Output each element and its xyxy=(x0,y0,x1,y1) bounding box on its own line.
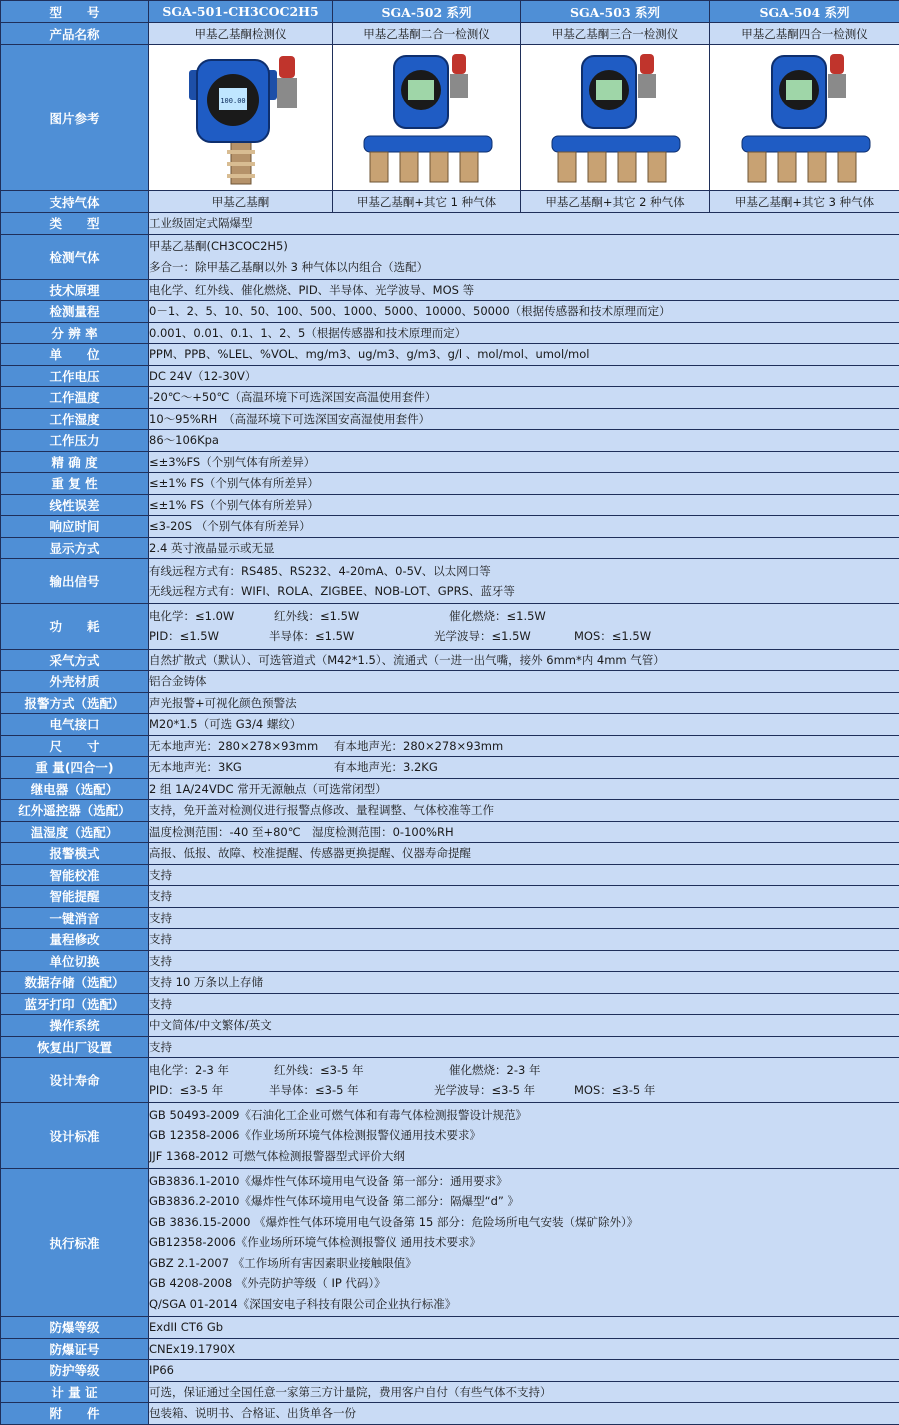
spec-value xyxy=(149,344,899,366)
spec-value-line xyxy=(149,409,899,430)
spec-value-line xyxy=(149,280,899,301)
spec-value-line xyxy=(149,516,899,537)
gas-detector-image xyxy=(730,48,880,188)
spec-row xyxy=(1,301,899,323)
spec-value-line xyxy=(149,561,899,582)
product-image-two xyxy=(333,45,521,191)
spec-value-line xyxy=(149,213,899,234)
gas-detector-image xyxy=(540,48,690,188)
spec-value-text: GB12358-2006《作业场所环境气体检测报警仪 通用技术要求》 xyxy=(149,1232,481,1253)
spec-value-text: MOS：≤1.5W xyxy=(574,626,651,647)
spec-value xyxy=(149,1036,899,1058)
spec-value-text: 有本地声光：3.2KG xyxy=(334,757,438,778)
spec-label: 技术原理 xyxy=(1,279,149,301)
spec-value xyxy=(149,516,899,538)
spec-value xyxy=(149,234,899,279)
spec-row xyxy=(1,473,899,495)
spec-row xyxy=(1,843,899,865)
spec-value-line xyxy=(149,693,899,714)
spec-value-text: PID：≤1.5W xyxy=(149,626,269,647)
spec-value-text: 支持 xyxy=(149,951,172,972)
spec-value xyxy=(149,1015,899,1037)
model-name: SGA-502 系列 xyxy=(333,1,521,23)
spec-value-line xyxy=(149,495,899,516)
model-label: 型 号 xyxy=(1,1,149,23)
model-name: SGA-504 系列 xyxy=(710,1,899,23)
spec-value xyxy=(149,279,899,301)
spec-label: 防爆证号 xyxy=(1,1338,149,1360)
spec-row xyxy=(1,430,899,452)
spec-value-line xyxy=(149,323,899,344)
spec-label: 智能校准 xyxy=(1,864,149,886)
spec-value xyxy=(149,559,899,604)
spec-value-line xyxy=(149,865,899,886)
model-row xyxy=(1,1,899,23)
spec-row xyxy=(1,950,899,972)
spec-row xyxy=(1,1403,899,1425)
supported-gas-cell: 甲基乙基酮+其它 3 种气体 xyxy=(710,191,899,213)
spec-value-text: GBZ 2.1-2007 《工作场所有害因素职业接触限值》 xyxy=(149,1253,417,1274)
spec-value-line xyxy=(149,994,899,1015)
spec-row xyxy=(1,1036,899,1058)
spec-label: 显示方式 xyxy=(1,537,149,559)
spec-row xyxy=(1,864,899,886)
spec-row xyxy=(1,821,899,843)
spec-value-text: 支持 xyxy=(149,929,172,950)
spec-value-line xyxy=(149,606,899,627)
spec-row xyxy=(1,559,899,604)
spec-value-line xyxy=(149,650,899,671)
spec-label: 恢复出厂设置 xyxy=(1,1036,149,1058)
spec-value-line xyxy=(149,1105,899,1126)
spec-value-line xyxy=(149,1125,899,1146)
spec-value-text: 10～95%RH （高湿环境下可选深国安高湿使用套件） xyxy=(149,409,430,430)
spec-value-text: GB3836.1-2010《爆炸性气体环境用电气设备 第一部分：通用要求》 xyxy=(149,1171,508,1192)
spec-row xyxy=(1,671,899,693)
spec-value-line xyxy=(149,1253,899,1274)
spec-value-line xyxy=(149,387,899,408)
supported-gas-label: 支持气体 xyxy=(1,191,149,213)
model-name: SGA-503 系列 xyxy=(521,1,710,23)
spec-value-line xyxy=(149,1015,899,1036)
spec-label: 温湿度（选配） xyxy=(1,821,149,843)
spec-value-line xyxy=(149,452,899,473)
spec-value-text: GB 4208-2008 《外壳防护等级（ IP 代码）》 xyxy=(149,1273,386,1294)
spec-value-text: 催化燃烧：2-3 年 xyxy=(449,1060,540,1081)
spec-label: 防护等级 xyxy=(1,1360,149,1382)
spec-label: 类 型 xyxy=(1,213,149,235)
spec-label: 计 量 证 xyxy=(1,1381,149,1403)
spec-value-text: 中文简体/中文繁体/英文 xyxy=(149,1015,272,1036)
spec-value-text: 有线远程方式有：RS485、RS232、4-20mA、0-5V、以太网口等 xyxy=(149,561,491,582)
spec-row xyxy=(1,494,899,516)
spec-value-line xyxy=(149,1339,899,1360)
spec-value-text: 自然扩散式（默认）、可选管道式（M42*1.5）、流通式（一进一出气嘴，接外 6mm*内 4mm 气管） xyxy=(149,650,665,671)
spec-row xyxy=(1,1338,899,1360)
spec-label: 检测气体 xyxy=(1,234,149,279)
spec-value xyxy=(149,301,899,323)
spec-label: 执行标准 xyxy=(1,1169,149,1317)
spec-value-text: 铝合金铸体 xyxy=(149,671,207,692)
spec-value-text: GB 12358-2006《作业场所环境气体检测报警仪通用技术要求》 xyxy=(149,1125,481,1146)
spec-value-line xyxy=(149,626,899,647)
spec-row xyxy=(1,907,899,929)
spec-value-text: ≤3-20S （个别气体有所差异） xyxy=(149,516,311,537)
spec-value-text: 0－1、2、5、10、50、100、500、1000、5000、10000、50000（根据传感器和技术原理而定） xyxy=(149,301,671,322)
spec-value xyxy=(149,671,899,693)
spec-value-line xyxy=(149,908,899,929)
spec-row xyxy=(1,537,899,559)
spec-value-text: 温度检测范围：-40 至+80℃ 湿度检测范围：0-100%RH xyxy=(149,822,454,843)
spec-value xyxy=(149,1403,899,1425)
spec-value-text: GB3836.2-2010《爆炸性气体环境用电气设备 第二部分：隔爆型“d” 》 xyxy=(149,1191,519,1212)
spec-label: 单 位 xyxy=(1,344,149,366)
spec-label: 附 件 xyxy=(1,1403,149,1425)
spec-label: 工作压力 xyxy=(1,430,149,452)
spec-value-text: 无本地声光：3KG xyxy=(149,757,334,778)
spec-row xyxy=(1,408,899,430)
spec-value-line xyxy=(149,473,899,494)
spec-value-line xyxy=(149,822,899,843)
spec-value xyxy=(149,1103,899,1169)
spec-value-line xyxy=(149,538,899,559)
spec-value xyxy=(149,1338,899,1360)
spec-row xyxy=(1,387,899,409)
spec-label: 检测量程 xyxy=(1,301,149,323)
spec-row xyxy=(1,1381,899,1403)
spec-value xyxy=(149,430,899,452)
spec-value xyxy=(149,714,899,736)
spec-label: 一键消音 xyxy=(1,907,149,929)
supported-gas-cell: 甲基乙基酮+其它 2 种气体 xyxy=(521,191,710,213)
spec-value-text: 86～106Kpa xyxy=(149,430,219,451)
spec-value xyxy=(149,757,899,779)
spec-value-text: 支持 xyxy=(149,886,172,907)
spec-value xyxy=(149,843,899,865)
spec-value-text: 电化学、红外线、催化燃烧、PID、半导体、光学波导、MOS 等 xyxy=(149,280,474,301)
spec-value xyxy=(149,1169,899,1317)
spec-value-text: 支持 xyxy=(149,994,172,1015)
spec-row xyxy=(1,929,899,951)
spec-value-line xyxy=(149,1232,899,1253)
spec-value xyxy=(149,408,899,430)
spec-value xyxy=(149,864,899,886)
spec-value xyxy=(149,451,899,473)
spec-value-text: 红外线：≤1.5W xyxy=(274,606,449,627)
spec-value-text: 有本地声光：280×278×93mm xyxy=(334,736,503,757)
spec-value xyxy=(149,365,899,387)
spec-label: 尺 寸 xyxy=(1,735,149,757)
product-name-cell: 甲基乙基酮检测仪 xyxy=(149,23,333,45)
spec-value-line xyxy=(149,929,899,950)
spec-value-line xyxy=(149,1146,899,1167)
spec-row xyxy=(1,279,899,301)
spec-label: 蓝牙打印（选配） xyxy=(1,993,149,1015)
spec-row xyxy=(1,516,899,538)
spec-value xyxy=(149,907,899,929)
spec-value xyxy=(149,322,899,344)
spec-row xyxy=(1,800,899,822)
spec-value xyxy=(149,735,899,757)
spec-row xyxy=(1,1015,899,1037)
spec-value-text: 声光报警+可视化颜色预警法 xyxy=(149,693,297,714)
spec-value-line xyxy=(149,757,899,778)
spec-value xyxy=(149,387,899,409)
spec-row xyxy=(1,1169,899,1317)
spec-value-text: IP66 xyxy=(149,1360,174,1381)
spec-value xyxy=(149,1058,899,1103)
spec-value-text: 支持 xyxy=(149,908,172,929)
spec-value-text: 0.001、0.01、0.1、1、2、5（根据传感器和技术原理而定） xyxy=(149,323,466,344)
spec-row xyxy=(1,993,899,1015)
spec-value-text: 光学波导：≤1.5W xyxy=(434,626,574,647)
spec-value-line xyxy=(149,366,899,387)
spec-value-line xyxy=(149,886,899,907)
spec-label: 操作系统 xyxy=(1,1015,149,1037)
spec-value-line xyxy=(149,1080,899,1101)
spec-value-text: 甲基乙基酮(CH3COC2H5) xyxy=(149,236,288,257)
spec-value-line xyxy=(149,714,899,735)
spec-value-text: 电化学：2-3 年 xyxy=(149,1060,274,1081)
spec-label: 智能提醒 xyxy=(1,886,149,908)
spec-value-text: 支持 xyxy=(149,865,172,886)
spec-label: 设计标准 xyxy=(1,1103,149,1169)
spec-value-text: M20*1.5（可选 G3/4 螺纹） xyxy=(149,714,301,735)
spec-row xyxy=(1,757,899,779)
spec-row xyxy=(1,886,899,908)
spec-label: 数据存储（选配） xyxy=(1,972,149,994)
product-name-row xyxy=(1,23,899,45)
spec-row xyxy=(1,778,899,800)
spec-label: 精 确 度 xyxy=(1,451,149,473)
spec-label: 报警模式 xyxy=(1,843,149,865)
spec-value-text: 半导体：≤3-5 年 xyxy=(269,1080,434,1101)
spec-value xyxy=(149,692,899,714)
spec-row xyxy=(1,234,899,279)
spec-value-text: 可选，保证通过全国任意一家第三方计量院，费用客户自付（有些气体不支持） xyxy=(149,1382,552,1403)
spec-label: 功 耗 xyxy=(1,604,149,649)
spec-value-text: 2.4 英寸液晶显示或无显 xyxy=(149,538,274,559)
spec-value-line xyxy=(149,430,899,451)
spec-value-line xyxy=(149,1171,899,1192)
spec-value-text: 催化燃烧：≤1.5W xyxy=(449,606,546,627)
picture-label: 图片参考 xyxy=(1,45,149,191)
product-image-three xyxy=(521,45,710,191)
spec-row xyxy=(1,692,899,714)
spec-value-text: 半导体：≤1.5W xyxy=(269,626,434,647)
spec-value xyxy=(149,1360,899,1382)
spec-row xyxy=(1,451,899,473)
spec-value-text: CNEx19.1790X xyxy=(149,1339,235,1360)
product-image-single xyxy=(149,45,333,191)
spec-label: 防爆等级 xyxy=(1,1317,149,1339)
product-name-cell: 甲基乙基酮三合一检测仪 xyxy=(521,23,710,45)
spec-label: 重 量(四合一) xyxy=(1,757,149,779)
spec-value-text: GB 3836.15-2000 《爆炸性气体环境用电气设备第 15 部分：危险场所电气安装（煤矿除外）》 xyxy=(149,1212,638,1233)
spec-value-text: ExdII CT6 Gb xyxy=(149,1317,223,1338)
spec-label: 红外遥控器（选配） xyxy=(1,800,149,822)
spec-value xyxy=(149,604,899,649)
spec-value xyxy=(149,950,899,972)
spec-row xyxy=(1,344,899,366)
spec-row xyxy=(1,322,899,344)
spec-row xyxy=(1,1360,899,1382)
spec-value xyxy=(149,972,899,994)
gas-detector-image xyxy=(352,48,502,188)
spec-value-line xyxy=(149,1294,899,1315)
spec-value-text: Q/SGA 01-2014《深国安电子科技有限公司企业执行标准》 xyxy=(149,1294,456,1315)
spec-value xyxy=(149,1317,899,1339)
spec-value-line xyxy=(149,736,899,757)
spec-value xyxy=(149,494,899,516)
spec-value-line xyxy=(149,1317,899,1338)
spec-value-line xyxy=(149,236,899,257)
spec-value xyxy=(149,886,899,908)
spec-value-line xyxy=(149,951,899,972)
spec-value-line xyxy=(149,1037,899,1058)
spec-value-text: 无线远程方式有：WIFI、ROLA、ZIGBEE、NOB-LOT、GPRS、蓝牙等 xyxy=(149,581,515,602)
spec-value xyxy=(149,537,899,559)
spec-value-text: 红外线：≤3-5 年 xyxy=(274,1060,449,1081)
spec-value-line xyxy=(149,843,899,864)
spec-value-line xyxy=(149,972,899,993)
spec-label: 输出信号 xyxy=(1,559,149,604)
spec-value xyxy=(149,473,899,495)
spec-label: 报警方式（选配） xyxy=(1,692,149,714)
spec-row xyxy=(1,1058,899,1103)
spec-value xyxy=(149,213,899,235)
spec-value-text: -20℃～+50℃（高温环境下可选深国安高温使用套件） xyxy=(149,387,436,408)
spec-value-line xyxy=(149,1191,899,1212)
spec-row xyxy=(1,1317,899,1339)
spec-label: 分 辨 率 xyxy=(1,322,149,344)
spec-value-line xyxy=(149,1403,899,1424)
spec-value-text: 光学波导：≤3-5 年 xyxy=(434,1080,574,1101)
supported-gas-cell: 甲基乙基酮 xyxy=(149,191,333,213)
spec-value-text: PPM、PPB、%LEL、%VOL、mg/m3、ug/m3、g/m3、g/l 、mol/mol、umol/mol xyxy=(149,344,589,365)
spec-label: 设计寿命 xyxy=(1,1058,149,1103)
spec-label: 线性误差 xyxy=(1,494,149,516)
spec-label: 工作电压 xyxy=(1,365,149,387)
spec-value-text: 支持 xyxy=(149,1037,172,1058)
spec-value-line xyxy=(149,671,899,692)
spec-value-text: 电化学：≤1.0W xyxy=(149,606,274,627)
spec-value-text: DC 24V（12-30V） xyxy=(149,366,256,387)
spec-value-line xyxy=(149,1212,899,1233)
spec-value-text: 无本地声光：280×278×93mm xyxy=(149,736,334,757)
spec-label: 单位切换 xyxy=(1,950,149,972)
spec-row xyxy=(1,604,899,649)
spec-value-text: PID：≤3-5 年 xyxy=(149,1080,269,1101)
spec-row xyxy=(1,213,899,235)
spec-value-text: ≤±3%FS（个别气体有所差异） xyxy=(149,452,315,473)
spec-value-line xyxy=(149,779,899,800)
spec-label: 外壳材质 xyxy=(1,671,149,693)
spec-value-line xyxy=(149,1273,899,1294)
spec-value xyxy=(149,929,899,951)
spec-value xyxy=(149,993,899,1015)
spec-value-text: 包装箱、说明书、合格证、出货单各一份 xyxy=(149,1403,356,1424)
picture-row xyxy=(1,45,899,191)
spec-value-text: 高报、低报、故障、校准提醒、传感器更换提醒、仪器寿命提醒 xyxy=(149,843,471,864)
spec-value-text: MOS：≤3-5 年 xyxy=(574,1080,655,1101)
spec-label: 电气接口 xyxy=(1,714,149,736)
spec-value-line xyxy=(149,1360,899,1381)
spec-value-text: GB 50493-2009《石油化工企业可燃气体和有毒气体检测报警设计规范》 xyxy=(149,1105,527,1126)
spec-value xyxy=(149,800,899,822)
spec-value-text: 支持 10 万条以上存储 xyxy=(149,972,263,993)
spec-label: 量程修改 xyxy=(1,929,149,951)
spec-row xyxy=(1,649,899,671)
spec-row xyxy=(1,735,899,757)
spec-value xyxy=(149,778,899,800)
spec-value xyxy=(149,1381,899,1403)
spec-value-text: JJF 1368-2012 可燃气体检测报警器型式评价大纲 xyxy=(149,1146,405,1167)
gas-detector-image xyxy=(181,48,301,188)
product-name-cell: 甲基乙基酮二合一检测仪 xyxy=(333,23,521,45)
spec-value-line xyxy=(149,257,899,278)
display-reading: 100.00 xyxy=(220,97,245,105)
spec-label: 重 复 性 xyxy=(1,473,149,495)
spec-label: 响应时间 xyxy=(1,516,149,538)
product-name-cell: 甲基乙基酮四合一检测仪 xyxy=(710,23,899,45)
spec-value xyxy=(149,649,899,671)
product-image-four xyxy=(710,45,899,191)
spec-value-text: 支持，免开盖对检测仪进行报警点修改、量程调整、气体校准等工作 xyxy=(149,800,494,821)
spec-row xyxy=(1,714,899,736)
spec-value-line xyxy=(149,581,899,602)
spec-value-line xyxy=(149,344,899,365)
spec-label: 工作湿度 xyxy=(1,408,149,430)
product-name-label: 产品名称 xyxy=(1,23,149,45)
spec-row xyxy=(1,1103,899,1169)
spec-value-line xyxy=(149,1060,899,1081)
spec-value xyxy=(149,821,899,843)
supported-gas-row xyxy=(1,191,899,213)
spec-value-text: 多合一：除甲基乙基酮以外 3 种气体以内组合（选配） xyxy=(149,257,428,278)
spec-label: 工作温度 xyxy=(1,387,149,409)
spec-row xyxy=(1,972,899,994)
spec-value-text: 工业级固定式隔爆型 xyxy=(149,213,253,234)
spec-value-text: ≤±1% FS（个别气体有所差异） xyxy=(149,495,319,516)
spec-value-text: ≤±1% FS（个别气体有所差异） xyxy=(149,473,319,494)
supported-gas-cell: 甲基乙基酮+其它 1 种气体 xyxy=(333,191,521,213)
spec-value-line xyxy=(149,800,899,821)
spec-value-line xyxy=(149,1382,899,1403)
model-name: SGA-501-CH3COC2H5 xyxy=(149,1,333,23)
spec-label: 继电器（选配） xyxy=(1,778,149,800)
spec-value-line xyxy=(149,301,899,322)
spec-row xyxy=(1,365,899,387)
spec-label: 采气方式 xyxy=(1,649,149,671)
spec-value-text: 2 组 1A/24VDC 常开无源触点（可选常闭型） xyxy=(149,779,387,800)
